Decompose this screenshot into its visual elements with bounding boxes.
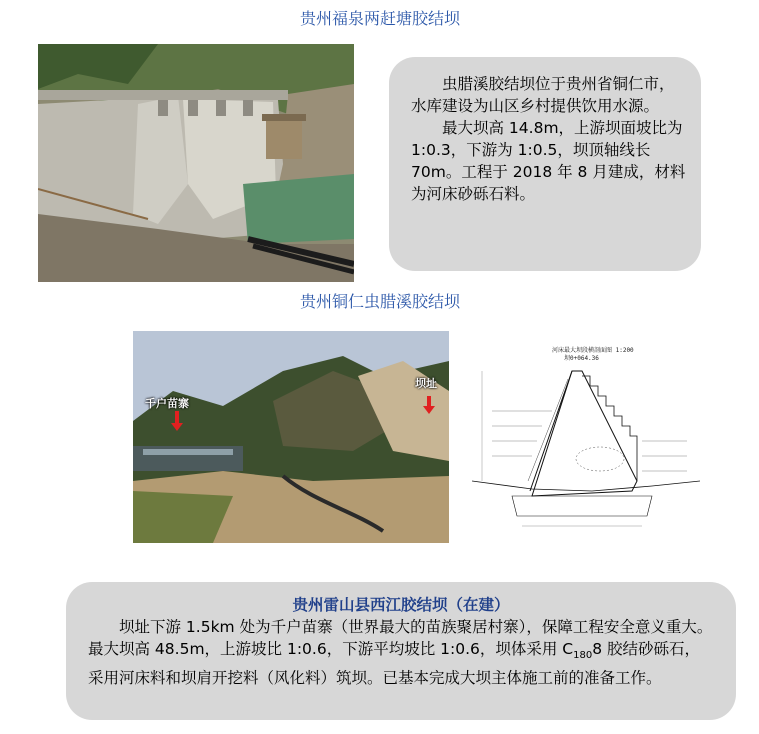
fuquan-dam-photo: [38, 44, 354, 282]
chonglaxi-para-specs: 最大坝高 14.8m，上游坝面坡比为 1:0.3，下游为 1:0.5，坝顶轴线长 70m。工程于 2018 年 8 月建成，材料为河床砂砾石料。: [411, 119, 686, 203]
village-label: 千户苗寨: [145, 397, 189, 410]
xijiang-body-subscript: 180: [573, 650, 593, 662]
xijiang-body-part1: 坝址下游 1.5km 处为千户苗寨（世界最大的苗族聚居村寨），保障工程安全意义重大。最大坝高 48.5m，上游坡比 1:0.6，下游平均坡比 1:0.6，坝体采用 C: [88, 618, 713, 658]
xijiang-body: [88, 616, 714, 689]
dam-site-label: 坝址: [415, 377, 437, 390]
dam-cross-section-drawing: [472, 331, 700, 543]
chonglaxi-description-callout: [389, 57, 701, 271]
section1-caption: 贵州福泉两赶塘胶结坝: [299, 9, 460, 28]
section2-caption: 贵州铜仁虫腊溪胶结坝: [299, 292, 460, 311]
xijiang-title: 贵州雷山县西江胶结坝（在建）: [292, 596, 510, 614]
xijiang-body-part2: 8 胶结砂砾石，采用河床料和坝肩开挖料（风化料）筑坝。已基本完成大坝主体施工前的准备工作。: [88, 640, 701, 688]
xijiang-description-callout: [66, 582, 736, 720]
drawing-subtitle: 坝0+064.36: [564, 355, 599, 362]
chonglaxi-para-location: 虫腊溪胶结坝位于贵州省铜仁市，水库建设为山区乡村提供饮用水源。: [411, 75, 675, 115]
xijiang-panorama-photo: [133, 331, 449, 543]
drawing-title: 河床最大坝段横剖面图 1:200: [552, 347, 634, 354]
